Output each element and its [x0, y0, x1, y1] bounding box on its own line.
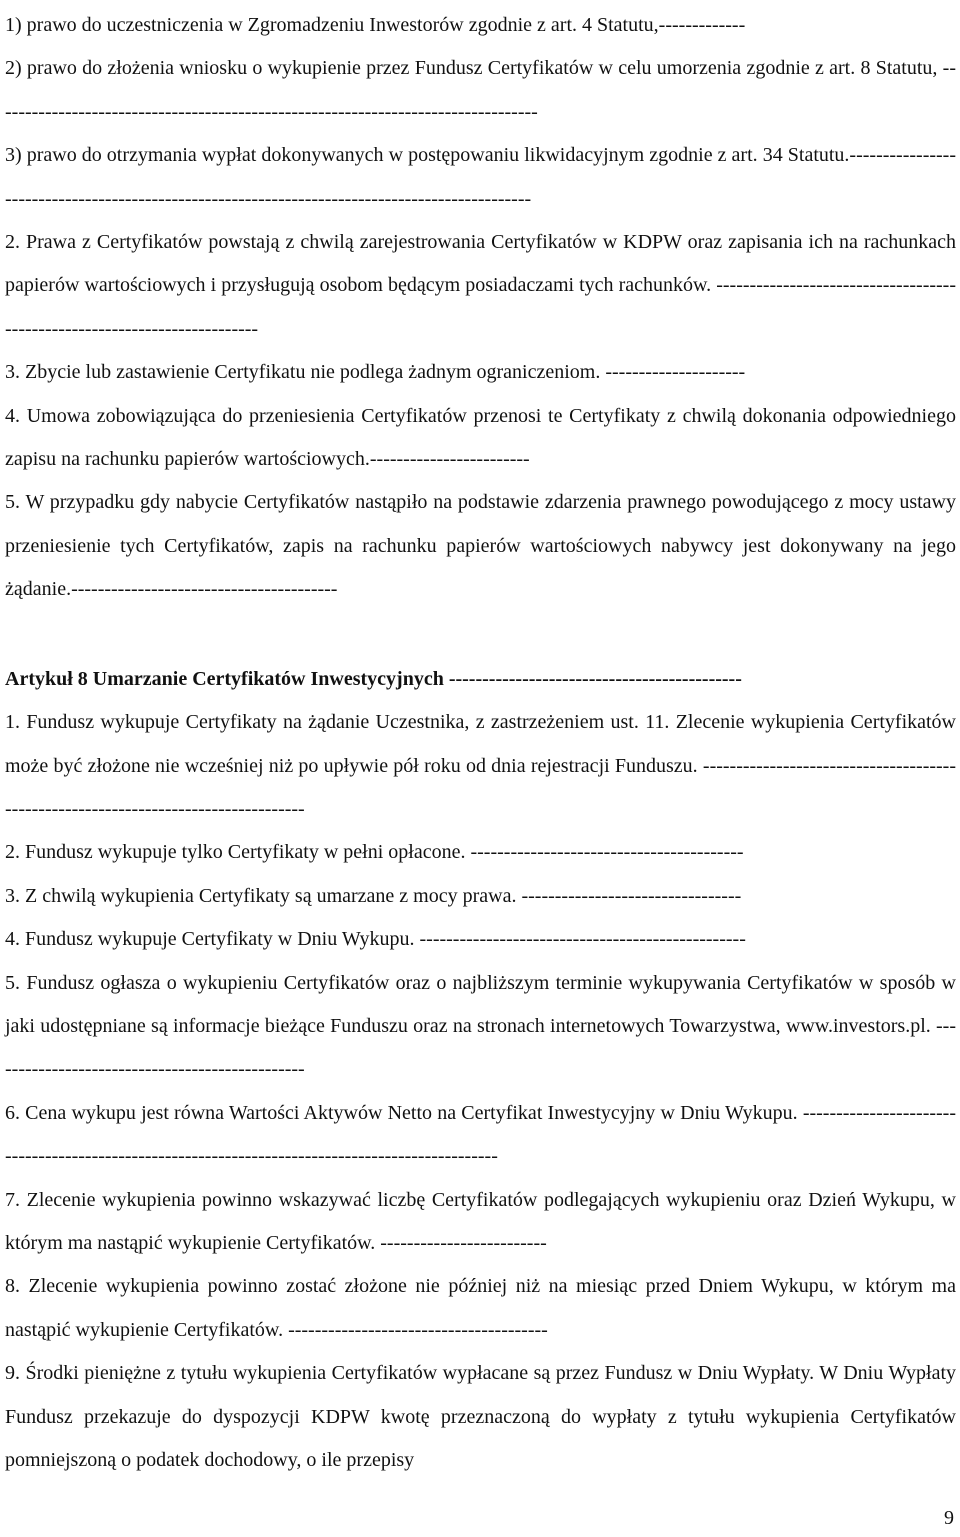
document-page — [5, 4, 956, 1482]
article-paragraph-7: 7. Zlecenie wykupienia powinno wskazywać liczbę Certyfikatów podlegających wykupieniu oraz Dzień Wykupu, w którym ma nastąpić wykupienie Certyfikatów. ------------------------- — [5, 1188, 956, 1254]
paragraph-5: 5. W przypadku gdy nabycie Certyfikatów nastąpiło na podstawie zdarzenia prawnego powodującego z mocy ustawy przeniesienie tych Certyfikatów, zapis na rachunku papierów wartościowych nabywcy jest dokonywany na jego żądanie.---------------------------------------- — [5, 491, 956, 601]
paragraph-4: 4. Umowa zobowiązująca do przeniesienia Certyfikatów przenosi te Certyfikaty z chwilą dokonania odpowiedniego zapisu na rachunku papierów wartościowych.------------------------ — [5, 404, 956, 471]
paragraph-right-1: 1) prawo do uczestniczenia w Zgromadzeniu Inwestorów zgodnie z art. 4 Statutu,------------- — [5, 14, 746, 36]
article-paragraph-6: 6. Cena wykupu jest równa Wartości Aktywów Netto na Certyfikat Inwestycyjny w Dniu Wykupu. ------------------------------------------------------------------------------------------------- — [5, 1101, 956, 1168]
paragraph-right-2: 2) prawo do złożenia wniosku o wykupienie przez Fundusz Certyfikatów w celu umorzenia zgodnie z art. 8 Statutu, ---------------------------------------------------------------------------------- — [5, 57, 956, 123]
article-paragraph-8: 8. Zlecenie wykupienia powinno zostać złożone nie później niż na miesiąc przed Dniem Wykupu, w którym ma nastąpić wykupienie Certyfikatów. --------------------------------------- — [5, 1275, 956, 1341]
article-paragraph-4: 4. Fundusz wykupuje Certyfikaty w Dniu Wykupu. ------------------------------------------------- — [5, 928, 746, 951]
page-number: 9 — [944, 1507, 954, 1529]
article-paragraph-1: 1. Fundusz wykupuje Certyfikaty na żądanie Uczestnika, z zastrzeżeniem ust. 11. Zlecenie wykupienia Certyfikatów może być złożone nie wcześniej niż po upływie pół roku od dnia rejestracji Funduszu. ----------------------------------------------------------------------------------- — [5, 711, 956, 820]
article-heading: Artykuł 8 Umarzanie Certyfikatów Inwestycyjnych -------------------------------------------- — [5, 667, 742, 690]
article-paragraph-3: 3. Z chwilą wykupienia Certyfikaty są umarzane z mocy prawa. --------------------------------- — [5, 884, 742, 907]
paragraph-right-3: 3) prawo do otrzymania wypłat dokonywanych w postępowaniu likwidacyjnym zgodnie z art. 34 Statutu.----------------------------------------------------------------------------------------------- — [5, 144, 956, 210]
paragraph-2: 2. Prawa z Certyfikatów powstają z chwilą zarejestrowania Certyfikatów w KDPW oraz zapisania ich na rachunkach papierów wartościowych i przysługują osobom będącym posiadaczami tych rachunków. -------------------------------------------------------------------------- — [5, 231, 956, 340]
article-paragraph-9: 9. Środki pieniężne z tytułu wykupienia Certyfikatów wypłacane są przez Fundusz w Dniu Wypłaty. W Dniu Wypłaty Fundusz przekazuje do dyspozycji KDPW kwotę przeznaczoną do wypłaty z tytułu wykupienia Certyfikatów pomniejszoną o podatek dochodowy, o ile przepisy — [5, 1362, 956, 1471]
article-paragraph-2: 2. Fundusz wykupuje tylko Certyfikaty w pełni opłacone. ----------------------------------------- — [5, 841, 744, 864]
paragraph-3: 3. Zbycie lub zastawienie Certyfikatu nie podlega żadnym ograniczeniom. --------------------- — [5, 361, 746, 384]
article-paragraph-5: 5. Fundusz ogłasza o wykupieniu Certyfikatów oraz o najbliższym terminie wykupywania Certyfikatów w sposób w jaki udostępniane są informacje bieżące Funduszu oraz na stronach internetowych Towarzystwa, www.investors.pl. ------------------------------------------------ — [5, 971, 956, 1081]
